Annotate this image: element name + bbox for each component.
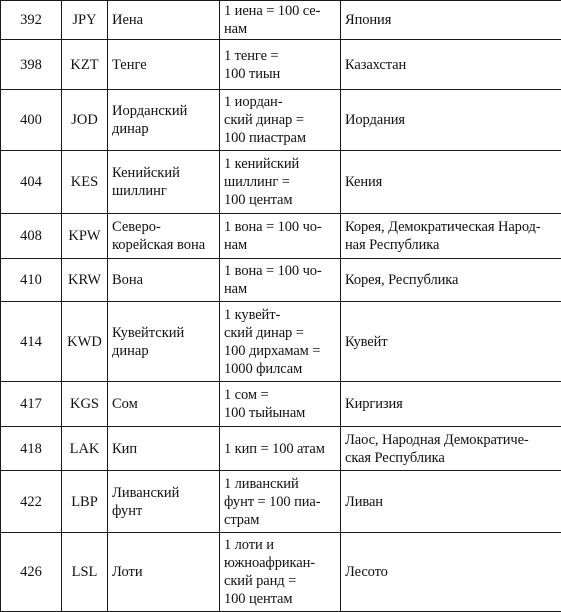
country-cell: Лесото [341, 533, 561, 612]
table-row [1, 427, 561, 471]
alpha-code-cell: KPW [62, 214, 108, 259]
numeric-code-cell: 404 [1, 151, 62, 214]
currency-name-cell: Лоти [108, 533, 220, 612]
numeric-code-cell: 418 [1, 427, 62, 471]
numeric-code-cell: 392 [1, 1, 62, 40]
alpha-code-cell: KES [62, 151, 108, 214]
currency-name-cell: Кувейтский динар [108, 302, 220, 382]
alpha-code-cell: LBP [62, 471, 108, 533]
alpha-code-cell: KZT [62, 40, 108, 90]
table-row [1, 40, 561, 90]
subunit-cell: 1 иена = 100 се- нам [220, 1, 341, 40]
table-row [1, 533, 561, 612]
numeric-code-cell: 426 [1, 533, 62, 612]
alpha-code-cell: LAK [62, 427, 108, 471]
table-row [1, 1, 561, 40]
table-row [1, 471, 561, 533]
currency-name-cell: Тенге [108, 40, 220, 90]
alpha-code-cell: JOD [62, 90, 108, 151]
currency-name-cell: Северо- корейская вона [108, 214, 220, 259]
subunit-cell: 1 кувейт- ский динар = 100 дирхамам = 1000 филсам [220, 302, 341, 382]
numeric-code-cell: 422 [1, 471, 62, 533]
alpha-code-cell: KGS [62, 382, 108, 427]
subunit-cell: 1 тенге = 100 тиын [220, 40, 341, 90]
alpha-code-cell: JPY [62, 1, 108, 40]
subunit-cell: 1 вона = 100 чо- нам [220, 259, 341, 302]
currency-name-cell: Иорданский динар [108, 90, 220, 151]
currency-name-cell: Сом [108, 382, 220, 427]
numeric-code-cell: 408 [1, 214, 62, 259]
numeric-code-cell: 398 [1, 40, 62, 90]
table-row [1, 302, 561, 382]
table-row [1, 382, 561, 427]
subunit-cell: 1 лоти и южноафрикан- ский ранд = 100 центам [220, 533, 341, 612]
country-cell: Корея, Республика [341, 259, 561, 302]
country-cell: Ливан [341, 471, 561, 533]
subunit-cell: 1 иордан- ский динар = 100 пиастрам [220, 90, 341, 151]
currency-name-cell: Вона [108, 259, 220, 302]
table-row [1, 90, 561, 151]
table-row [1, 259, 561, 302]
country-cell: Лаос, Народная Демократиче- ская Республика [341, 427, 561, 471]
country-cell: Кувейт [341, 302, 561, 382]
table-row [1, 214, 561, 259]
numeric-code-cell: 414 [1, 302, 62, 382]
country-cell: Кения [341, 151, 561, 214]
currency-name-cell: Кип [108, 427, 220, 471]
currency-name-cell: Кенийский шиллинг [108, 151, 220, 214]
alpha-code-cell: KWD [62, 302, 108, 382]
country-cell: Корея, Демократическая Народ- ная Республика [341, 214, 561, 259]
numeric-code-cell: 417 [1, 382, 62, 427]
country-cell: Иордания [341, 90, 561, 151]
subunit-cell: 1 ливанский фунт = 100 пиа- страм [220, 471, 341, 533]
alpha-code-cell: LSL [62, 533, 108, 612]
alpha-code-cell: KRW [62, 259, 108, 302]
subunit-cell: 1 кип = 100 атам [220, 427, 341, 471]
subunit-cell: 1 сом = 100 тыйынам [220, 382, 341, 427]
country-cell: Казахстан [341, 40, 561, 90]
country-cell: Киргизия [341, 382, 561, 427]
currency-name-cell: Ливанский фунт [108, 471, 220, 533]
table-row [1, 151, 561, 214]
subunit-cell: 1 вона = 100 чо- нам [220, 214, 341, 259]
country-cell: Япония [341, 1, 561, 40]
subunit-cell: 1 кенийский шиллинг = 100 центам [220, 151, 341, 214]
numeric-code-cell: 400 [1, 90, 62, 151]
currency-name-cell: Иена [108, 1, 220, 40]
numeric-code-cell: 410 [1, 259, 62, 302]
